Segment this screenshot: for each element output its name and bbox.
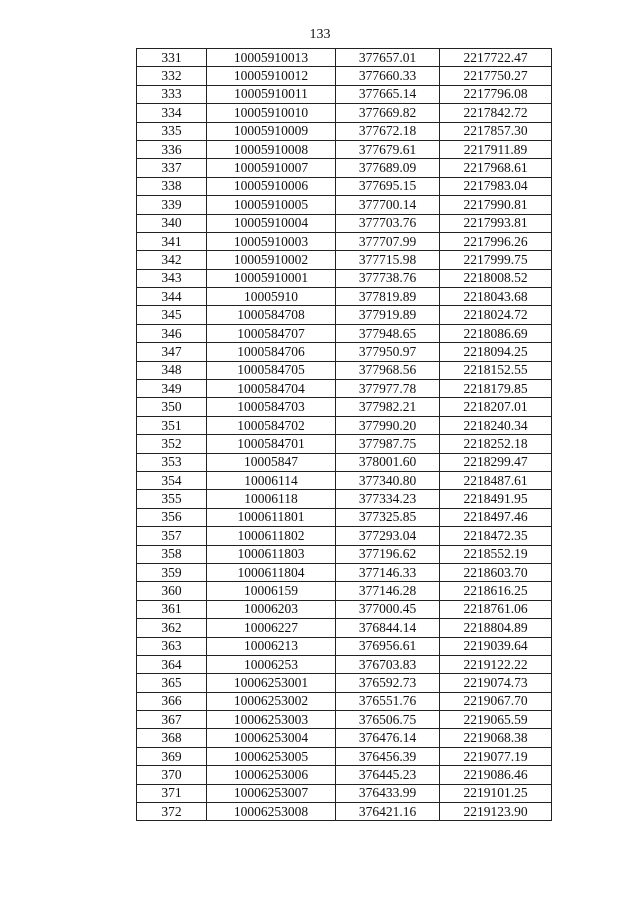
point-id-cell: 10006253008 [207, 803, 336, 821]
x-coordinate-cell: 377819.89 [336, 288, 440, 306]
row-number-cell: 342 [137, 251, 207, 269]
row-number-cell: 357 [137, 527, 207, 545]
row-number-cell: 370 [137, 766, 207, 784]
table-row [137, 582, 552, 600]
x-coordinate-cell: 377715.98 [336, 251, 440, 269]
x-coordinate-cell: 377703.76 [336, 214, 440, 232]
point-id-cell: 10005910004 [207, 214, 336, 232]
x-coordinate-cell: 377950.97 [336, 343, 440, 361]
table-body [137, 49, 552, 821]
table-row [137, 177, 552, 195]
x-coordinate-cell: 376551.76 [336, 692, 440, 710]
table-row [137, 453, 552, 471]
row-number-cell: 349 [137, 380, 207, 398]
table-row [137, 729, 552, 747]
coordinates-table [136, 48, 552, 821]
x-coordinate-cell: 377665.14 [336, 85, 440, 103]
table-row [137, 49, 552, 67]
point-id-cell: 10006114 [207, 471, 336, 489]
y-coordinate-cell: 2218240.34 [440, 416, 552, 434]
row-number-cell: 339 [137, 196, 207, 214]
y-coordinate-cell: 2218603.70 [440, 563, 552, 581]
point-id-cell: 10005910001 [207, 269, 336, 287]
x-coordinate-cell: 377672.18 [336, 122, 440, 140]
row-number-cell: 350 [137, 398, 207, 416]
x-coordinate-cell: 377660.33 [336, 67, 440, 85]
table-row [137, 545, 552, 563]
row-number-cell: 368 [137, 729, 207, 747]
row-number-cell: 347 [137, 343, 207, 361]
y-coordinate-cell: 2218497.46 [440, 508, 552, 526]
x-coordinate-cell: 376956.61 [336, 637, 440, 655]
point-id-cell: 1000611804 [207, 563, 336, 581]
table-row [137, 324, 552, 342]
y-coordinate-cell: 2217842.72 [440, 104, 552, 122]
row-number-cell: 363 [137, 637, 207, 655]
y-coordinate-cell: 2219101.25 [440, 784, 552, 802]
y-coordinate-cell: 2218761.06 [440, 600, 552, 618]
x-coordinate-cell: 377968.56 [336, 361, 440, 379]
y-coordinate-cell: 2219122.22 [440, 655, 552, 673]
y-coordinate-cell: 2217857.30 [440, 122, 552, 140]
x-coordinate-cell: 376506.75 [336, 711, 440, 729]
point-id-cell: 10006253003 [207, 711, 336, 729]
row-number-cell: 346 [137, 324, 207, 342]
point-id-cell: 1000611803 [207, 545, 336, 563]
table-row [137, 471, 552, 489]
y-coordinate-cell: 2217993.81 [440, 214, 552, 232]
row-number-cell: 366 [137, 692, 207, 710]
point-id-cell: 10005910006 [207, 177, 336, 195]
table-row [137, 435, 552, 453]
y-coordinate-cell: 2217911.89 [440, 140, 552, 158]
y-coordinate-cell: 2218487.61 [440, 471, 552, 489]
y-coordinate-cell: 2217999.75 [440, 251, 552, 269]
x-coordinate-cell: 377000.45 [336, 600, 440, 618]
y-coordinate-cell: 2218179.85 [440, 380, 552, 398]
point-id-cell: 10006253 [207, 655, 336, 673]
row-number-cell: 362 [137, 619, 207, 637]
row-number-cell: 364 [137, 655, 207, 673]
x-coordinate-cell: 377679.61 [336, 140, 440, 158]
x-coordinate-cell: 377695.15 [336, 177, 440, 195]
point-id-cell: 10006118 [207, 490, 336, 508]
row-number-cell: 353 [137, 453, 207, 471]
y-coordinate-cell: 2217990.81 [440, 196, 552, 214]
y-coordinate-cell: 2219086.46 [440, 766, 552, 784]
y-coordinate-cell: 2217983.04 [440, 177, 552, 195]
y-coordinate-cell: 2218008.52 [440, 269, 552, 287]
y-coordinate-cell: 2217722.47 [440, 49, 552, 67]
table-row [137, 104, 552, 122]
page-number: 133 [309, 27, 331, 42]
table-row [137, 527, 552, 545]
row-number-cell: 341 [137, 232, 207, 250]
row-number-cell: 344 [137, 288, 207, 306]
y-coordinate-cell: 2219067.70 [440, 692, 552, 710]
y-coordinate-cell: 2218024.72 [440, 306, 552, 324]
y-coordinate-cell: 2218552.19 [440, 545, 552, 563]
point-id-cell: 1000584702 [207, 416, 336, 434]
table-row [137, 674, 552, 692]
table-row [137, 563, 552, 581]
y-coordinate-cell: 2219074.73 [440, 674, 552, 692]
y-coordinate-cell: 2217796.08 [440, 85, 552, 103]
point-id-cell: 10006253006 [207, 766, 336, 784]
x-coordinate-cell: 377689.09 [336, 159, 440, 177]
y-coordinate-cell: 2218616.25 [440, 582, 552, 600]
row-number-cell: 334 [137, 104, 207, 122]
point-id-cell: 10005910013 [207, 49, 336, 67]
point-id-cell: 10006253002 [207, 692, 336, 710]
y-coordinate-cell: 2219068.38 [440, 729, 552, 747]
table-row [137, 361, 552, 379]
y-coordinate-cell: 2218252.18 [440, 435, 552, 453]
row-number-cell: 356 [137, 508, 207, 526]
point-id-cell: 10006203 [207, 600, 336, 618]
table-row [137, 67, 552, 85]
x-coordinate-cell: 377700.14 [336, 196, 440, 214]
point-id-cell: 10005847 [207, 453, 336, 471]
row-number-cell: 351 [137, 416, 207, 434]
y-coordinate-cell: 2218043.68 [440, 288, 552, 306]
point-id-cell: 10006253007 [207, 784, 336, 802]
point-id-cell: 10005910003 [207, 232, 336, 250]
point-id-cell: 10005910 [207, 288, 336, 306]
table-row [137, 269, 552, 287]
row-number-cell: 369 [137, 747, 207, 765]
y-coordinate-cell: 2217750.27 [440, 67, 552, 85]
x-coordinate-cell: 377325.85 [336, 508, 440, 526]
point-id-cell: 10005910002 [207, 251, 336, 269]
x-coordinate-cell: 377334.23 [336, 490, 440, 508]
x-coordinate-cell: 377738.76 [336, 269, 440, 287]
point-id-cell: 1000584708 [207, 306, 336, 324]
table-row [137, 398, 552, 416]
table-row [137, 655, 552, 673]
table-row [137, 766, 552, 784]
point-id-cell: 10005910012 [207, 67, 336, 85]
row-number-cell: 335 [137, 122, 207, 140]
row-number-cell: 336 [137, 140, 207, 158]
table-row [137, 692, 552, 710]
x-coordinate-cell: 377707.99 [336, 232, 440, 250]
point-id-cell: 10006253001 [207, 674, 336, 692]
y-coordinate-cell: 2218207.01 [440, 398, 552, 416]
row-number-cell: 361 [137, 600, 207, 618]
x-coordinate-cell: 377293.04 [336, 527, 440, 545]
row-number-cell: 359 [137, 563, 207, 581]
x-coordinate-cell: 377669.82 [336, 104, 440, 122]
x-coordinate-cell: 377987.75 [336, 435, 440, 453]
table-row [137, 600, 552, 618]
table-row [137, 711, 552, 729]
table-row [137, 784, 552, 802]
table-row [137, 306, 552, 324]
row-number-cell: 333 [137, 85, 207, 103]
row-number-cell: 371 [137, 784, 207, 802]
x-coordinate-cell: 376456.39 [336, 747, 440, 765]
y-coordinate-cell: 2217968.61 [440, 159, 552, 177]
x-coordinate-cell: 377948.65 [336, 324, 440, 342]
table-row [137, 196, 552, 214]
table-row [137, 490, 552, 508]
x-coordinate-cell: 377146.28 [336, 582, 440, 600]
row-number-cell: 355 [137, 490, 207, 508]
y-coordinate-cell: 2218152.55 [440, 361, 552, 379]
point-id-cell: 1000611801 [207, 508, 336, 526]
x-coordinate-cell: 376433.99 [336, 784, 440, 802]
y-coordinate-cell: 2219039.64 [440, 637, 552, 655]
x-coordinate-cell: 376592.73 [336, 674, 440, 692]
row-number-cell: 367 [137, 711, 207, 729]
x-coordinate-cell: 376445.23 [336, 766, 440, 784]
table-row [137, 803, 552, 821]
table-row [137, 637, 552, 655]
x-coordinate-cell: 377982.21 [336, 398, 440, 416]
point-id-cell: 10006159 [207, 582, 336, 600]
point-id-cell: 10005910009 [207, 122, 336, 140]
row-number-cell: 337 [137, 159, 207, 177]
row-number-cell: 343 [137, 269, 207, 287]
row-number-cell: 352 [137, 435, 207, 453]
point-id-cell: 10006227 [207, 619, 336, 637]
x-coordinate-cell: 377196.62 [336, 545, 440, 563]
y-coordinate-cell: 2218086.69 [440, 324, 552, 342]
x-coordinate-cell: 377990.20 [336, 416, 440, 434]
point-id-cell: 10005910005 [207, 196, 336, 214]
row-number-cell: 338 [137, 177, 207, 195]
table-row [137, 508, 552, 526]
table-row [137, 416, 552, 434]
y-coordinate-cell: 2217996.26 [440, 232, 552, 250]
point-id-cell: 1000584706 [207, 343, 336, 361]
x-coordinate-cell: 376844.14 [336, 619, 440, 637]
row-number-cell: 348 [137, 361, 207, 379]
point-id-cell: 1000611802 [207, 527, 336, 545]
row-number-cell: 345 [137, 306, 207, 324]
y-coordinate-cell: 2218472.35 [440, 527, 552, 545]
point-id-cell: 1000584703 [207, 398, 336, 416]
y-coordinate-cell: 2219065.59 [440, 711, 552, 729]
table-row [137, 288, 552, 306]
table-row [137, 232, 552, 250]
x-coordinate-cell: 377977.78 [336, 380, 440, 398]
point-id-cell: 1000584701 [207, 435, 336, 453]
table-row [137, 140, 552, 158]
x-coordinate-cell: 376421.16 [336, 803, 440, 821]
row-number-cell: 365 [137, 674, 207, 692]
table-row [137, 122, 552, 140]
x-coordinate-cell: 377146.33 [336, 563, 440, 581]
x-coordinate-cell: 376703.83 [336, 655, 440, 673]
row-number-cell: 332 [137, 67, 207, 85]
point-id-cell: 10006253004 [207, 729, 336, 747]
point-id-cell: 10005910008 [207, 140, 336, 158]
table-row [137, 159, 552, 177]
point-id-cell: 1000584707 [207, 324, 336, 342]
y-coordinate-cell: 2218491.95 [440, 490, 552, 508]
point-id-cell: 10006253005 [207, 747, 336, 765]
table-row [137, 380, 552, 398]
y-coordinate-cell: 2218094.25 [440, 343, 552, 361]
x-coordinate-cell: 376476.14 [336, 729, 440, 747]
x-coordinate-cell: 377340.80 [336, 471, 440, 489]
y-coordinate-cell: 2218804.89 [440, 619, 552, 637]
row-number-cell: 360 [137, 582, 207, 600]
point-id-cell: 10005910011 [207, 85, 336, 103]
table-row [137, 747, 552, 765]
row-number-cell: 340 [137, 214, 207, 232]
row-number-cell: 331 [137, 49, 207, 67]
table-row [137, 214, 552, 232]
x-coordinate-cell: 378001.60 [336, 453, 440, 471]
table-row [137, 251, 552, 269]
table-row [137, 619, 552, 637]
y-coordinate-cell: 2219123.90 [440, 803, 552, 821]
y-coordinate-cell: 2218299.47 [440, 453, 552, 471]
point-id-cell: 1000584705 [207, 361, 336, 379]
row-number-cell: 354 [137, 471, 207, 489]
row-number-cell: 358 [137, 545, 207, 563]
row-number-cell: 372 [137, 803, 207, 821]
table-row [137, 343, 552, 361]
x-coordinate-cell: 377919.89 [336, 306, 440, 324]
point-id-cell: 1000584704 [207, 380, 336, 398]
point-id-cell: 10005910007 [207, 159, 336, 177]
point-id-cell: 10005910010 [207, 104, 336, 122]
table-row [137, 85, 552, 103]
x-coordinate-cell: 377657.01 [336, 49, 440, 67]
y-coordinate-cell: 2219077.19 [440, 747, 552, 765]
point-id-cell: 10006213 [207, 637, 336, 655]
